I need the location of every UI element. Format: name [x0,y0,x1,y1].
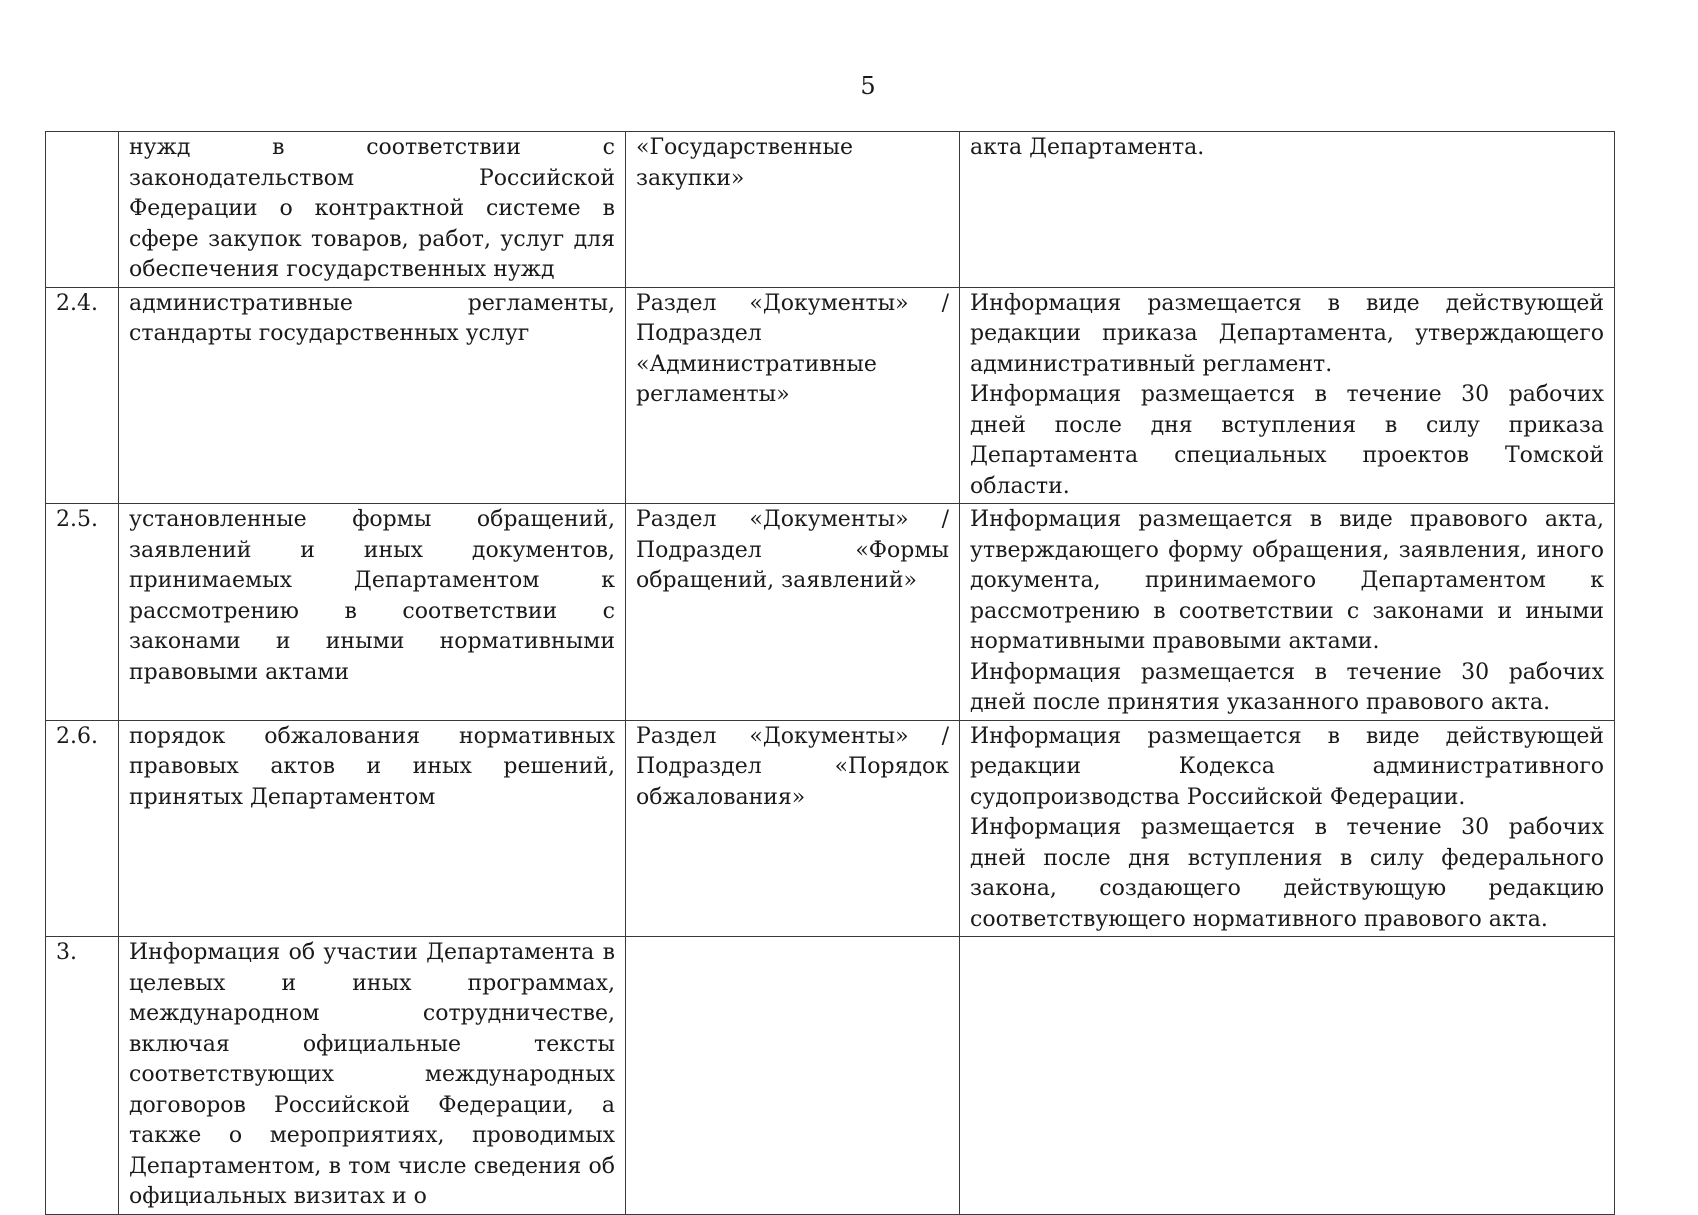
info-paragraph: Информация размещается в течение 30 рабочих дней после дня вступления в силу федерального закона, создающего действующую редакцию соответствующего нормативного правового акта. [970,815,1604,932]
row-section: «Государственные закупки» [626,132,960,288]
page-number: 5 [860,72,876,100]
row-number: 2.4. [46,287,119,504]
table-row [46,287,1615,504]
table-row [46,504,1615,721]
row-description: установленные формы обращений, заявлений и иных документов, принимаемых Департаментом к рассмотрению в соответствии с законами и иными нормативными правовыми актами [119,504,626,721]
info-paragraph: акта Департамента. [970,135,1205,160]
table-row [46,132,1615,288]
row-info [960,720,1615,937]
row-info [960,132,1615,288]
row-number: 2.5. [46,504,119,721]
row-info [960,504,1615,721]
info-paragraph: Информация размещается в виде правового акта, утверждающего форму обращения, заявления, иного документа, принимаемого Департаментом к рассмотрению в соответствии с законами и иными нормативными правовыми актами. [970,507,1604,654]
row-description: Информация об участии Департамента в целевых и иных программах, международном сотрудничестве, включая официальные тексты соответствующих международных договоров Российской Федерации, а также о мероприятиях, проводимых Департаментом, в том числе сведения об официальных визитах и о [119,937,626,1215]
row-section: Раздел «Документы» / Подраздел «Порядок обжалования» [626,720,960,937]
row-description: административные регламенты, стандарты государственных услуг [119,287,626,504]
table-row [46,937,1615,1215]
row-number [46,132,119,288]
table-row [46,720,1615,937]
row-section: Раздел «Документы» / Подраздел «Административные регламенты» [626,287,960,504]
row-description: нужд в соответствии с законодательством Российской Федерации о контрактной системе в сфере закупок товаров, работ, услуг для обеспечения государственных нужд [119,132,626,288]
info-paragraph: Информация размещается в виде действующей редакции приказа Департамента, утверждающего административный регламент. [970,290,1604,377]
row-info [960,937,1615,1215]
row-number: 2.6. [46,720,119,937]
info-paragraph: Информация размещается в виде действующей редакции Кодекса административного судопроизводства Российской Федерации. [970,723,1604,810]
info-paragraph: Информация размещается в течение 30 рабочих дней после принятия указанного правового акта. [970,659,1604,715]
row-info [960,287,1615,504]
info-paragraph: Информация размещается в течение 30 рабочих дней после дня вступления в силу приказа Департамента специальных проектов Томской области. [970,382,1604,499]
row-section [626,937,960,1215]
row-number: 3. [46,937,119,1215]
row-description: порядок обжалования нормативных правовых актов и иных решений, принятых Департаментом [119,720,626,937]
row-section: Раздел «Документы» / Подраздел «Формы обращений, заявлений» [626,504,960,721]
document-table [45,131,1615,1215]
